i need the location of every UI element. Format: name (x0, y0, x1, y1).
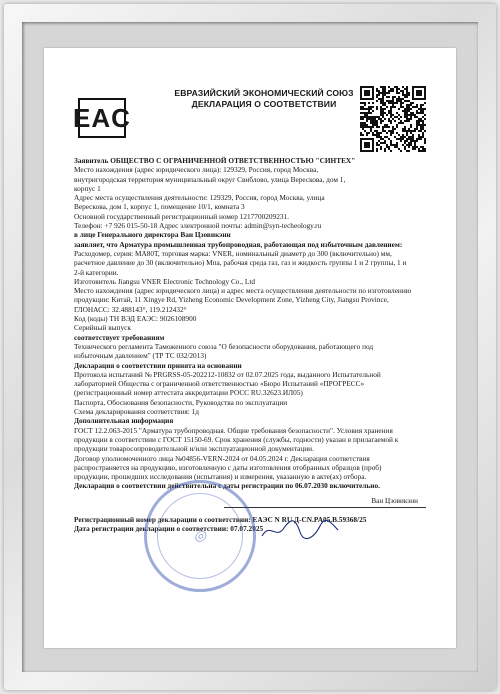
basis-line-4: Паспорта, Обоснования безопасности, Руководства по эксплуатации (74, 397, 288, 407)
additional-line-5: распространяется на продукцию, изготовленную с даты изготовления отобранных образцов (проб) (74, 462, 382, 472)
requirements-line-2: избыточным давлением" (ТР ТС 032/2013) (74, 351, 207, 361)
qr-code-icon (360, 86, 426, 152)
basis-line-2: лабораторией Общества с ограниченной ответственностью «Бюро Испытаний «ПРОГРЕСС» (74, 379, 365, 389)
additional-line-6: продукции, прошедших исследования (испытания) и измерения, указанную в акте(ах) отбора. (74, 472, 367, 482)
applicant-address-2: внутригородская территория муниципальный округ Свиблово, улица Верескова, дом 1, (74, 174, 346, 184)
activity-address-1: Адрес места осуществления деятельности: 129329, Россия, город Москва, улица (74, 193, 325, 203)
document-body (74, 156, 426, 533)
signature-scribble (260, 518, 340, 542)
validity-line: Декларация о соответствии действительна с даты регистрации по 06.07.2030 включительно. (74, 481, 380, 491)
stamp-mark: ◎ (193, 528, 207, 544)
manufacturer-line-3: продукции: Китай, 11 Xingye Rd, Yizheng Economic Development Zone, Yizheng City, Jiangsu Province, (74, 295, 389, 305)
document-header (74, 84, 426, 156)
additional-line-2: продукции в соответствии с ГОСТ 15150-69. Срок хранения (службы, годности) указан в прилагаемой к (74, 434, 399, 444)
manufacturer-line-4: ГЛОНАСС: 32.488143°, 119.212432° (74, 304, 187, 314)
ogrn-line: Основной государственный регистрационный номер 1217700209231. (74, 211, 289, 221)
declares-line-2: Расходомер, серия: MA80T, торговая марка: VNER, номинальный диаметр до 300 (включительно) мм, (74, 248, 392, 258)
basis-line-5: Схема декларирования соответствия: 1д (74, 407, 199, 417)
union-title: ЕВРАЗИЙСКИЙ ЭКОНОМИЧЕСКИЙ СОЮЗ (174, 88, 354, 98)
requirements-line-1: Технического регламента Таможенного союза "О безопасности оборудования, работающего под (74, 341, 374, 351)
registration-number-line: Регистрационный номер декларации о соответствии: ЕАЭС N RU Д-CN.PA05.B.59368/25 (74, 514, 367, 524)
additional-line-3: продукции товаросопроводительной и/или эксплуатационной документации. (74, 444, 314, 454)
additional-heading: Дополнительная информация (74, 416, 174, 426)
director-line: в лице Генерального директора Ван Цзовикэнн (74, 230, 231, 240)
manufacturer-line-2: Место нахождения (адрес юридического лица) и адрес места осуществления деятельности по изготовлению (74, 286, 412, 296)
contacts-line: Телефон: +7 926 015-50-18 Адрес электронной почты: admin@syn-techeology.ru (74, 221, 322, 231)
applicant-address-1: Место нахождения (адрес юридического лица): 129329, Россия, город Москва, (74, 165, 319, 175)
basis-line-3: (регистрационный номер аттестата аккредитации РОСС RU.32623.ИЛ05) (74, 388, 303, 398)
applicant-address-3: корпус 1 (74, 183, 101, 193)
document-title (154, 88, 374, 110)
manufacturer-line-1: Изготовитель Jiangsu VNER Electronic Technology Co., Ltd (74, 276, 256, 286)
requirements-heading: соответствует требованиям (74, 332, 165, 342)
certificate-document (44, 48, 456, 648)
eac-logo-text: EAC (73, 103, 131, 133)
seal-stamp-icon (144, 480, 256, 592)
basis-heading: Декларация о соответствии принята на основании (74, 360, 242, 370)
basis-line-1: Протокола испытаний № PRGRSS-05-202212-10832 от 02.07.2025 года, выданного Испытательной (74, 369, 381, 379)
activity-address-2: Верескова, дом 1, корпус 1, помещение 10/1, комната 3 (74, 202, 245, 212)
declares-line-4: 2-й категории. (74, 267, 119, 277)
signatory-name: Ван Цзовикэнн (371, 496, 418, 505)
declares-line-1: заявляет, что Арматура промышленная трубопроводная, работающая под избыточным давлением: (74, 239, 403, 249)
tn-ved-code: Код (коды) ТН ВЭД ЕАЭС: 9026108900 (74, 314, 197, 324)
additional-line-4: Договор уполномоченного лица №04856-VERN-2024 от 04.05.2024 г. Декларация соответствия (74, 453, 370, 463)
declaration-title: ДЕКЛАРАЦИЯ О СООТВЕТСТВИИ (191, 99, 337, 109)
serial-release: Серийный выпуск (74, 323, 131, 333)
declares-line-3: расчетное давление до 30 (включительно) Мпа, рабочая среда газ, газ и жидкость группы 1 и 2 группы, 1 и (74, 258, 407, 268)
eac-logo (73, 98, 131, 138)
signature-line (224, 507, 426, 508)
registration-date-line: Дата регистрации декларации о соответствии: 07.07.2025 (74, 523, 264, 533)
additional-line-1: ГОСТ 12.2.063-2015 "Арматура трубопроводная. Общие требования безопасности". Условия хранения (74, 425, 393, 435)
applicant-line: Заявитель ОБЩЕСТВО С ОГРАНИЧЕННОЙ ОТВЕТСТВЕННОСТЬЮ "СИНТЕХ" (74, 156, 356, 165)
